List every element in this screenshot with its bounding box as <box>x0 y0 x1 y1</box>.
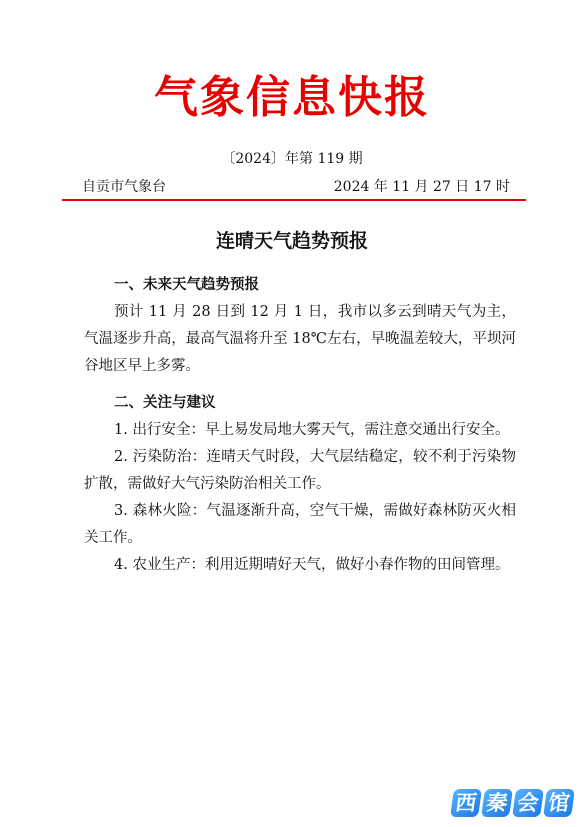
issue-datetime: 2024 年 11 月 27 日 17 时 <box>333 179 510 195</box>
forecast-paragraph: 预计 11 月 28 日到 12 月 1 日，我市以多云到晴天气为主，气温逐步升高，最高气温将升至 18℃左右，早晚温差较大，平坝河谷地区早上多雾。 <box>84 304 516 374</box>
issue-number: 〔2024〕年第 119 期 <box>221 151 363 167</box>
issuing-agency: 自贡市气象台 <box>82 179 166 195</box>
document-body <box>84 272 516 579</box>
masthead-title: 气象信息快报 <box>154 72 430 123</box>
advice-agriculture: 4. 农业生产：利用近期晴好天气，做好小春作物的田间管理。 <box>114 557 510 573</box>
section-heading-forecast: 一、未来天气趋势预报 <box>114 277 259 293</box>
red-divider <box>62 199 526 201</box>
watermark-char: 秦 <box>481 789 513 817</box>
watermark-char: 会 <box>512 789 544 817</box>
advice-travel-safety: 1. 出行安全：早上易发局地大雾天气，需注意交通出行安全。 <box>114 422 510 438</box>
watermark-char: 西 <box>450 789 482 817</box>
section-heading-advice: 二、关注与建议 <box>114 395 216 411</box>
document-title: 连晴天气趋势预报 <box>215 230 368 252</box>
watermark-char: 馆 <box>543 789 575 817</box>
advice-forest-fire: 3. 森林火险：气温逐渐升高，空气干燥，需做好森林防灭火相关工作。 <box>84 503 516 546</box>
watermark-logo <box>452 789 574 819</box>
advice-pollution-control: 2. 污染防治：连晴天气时段，大气层结稳定，较不利于污染物扩散，需做好大气污染防治相关工作。 <box>84 449 516 492</box>
